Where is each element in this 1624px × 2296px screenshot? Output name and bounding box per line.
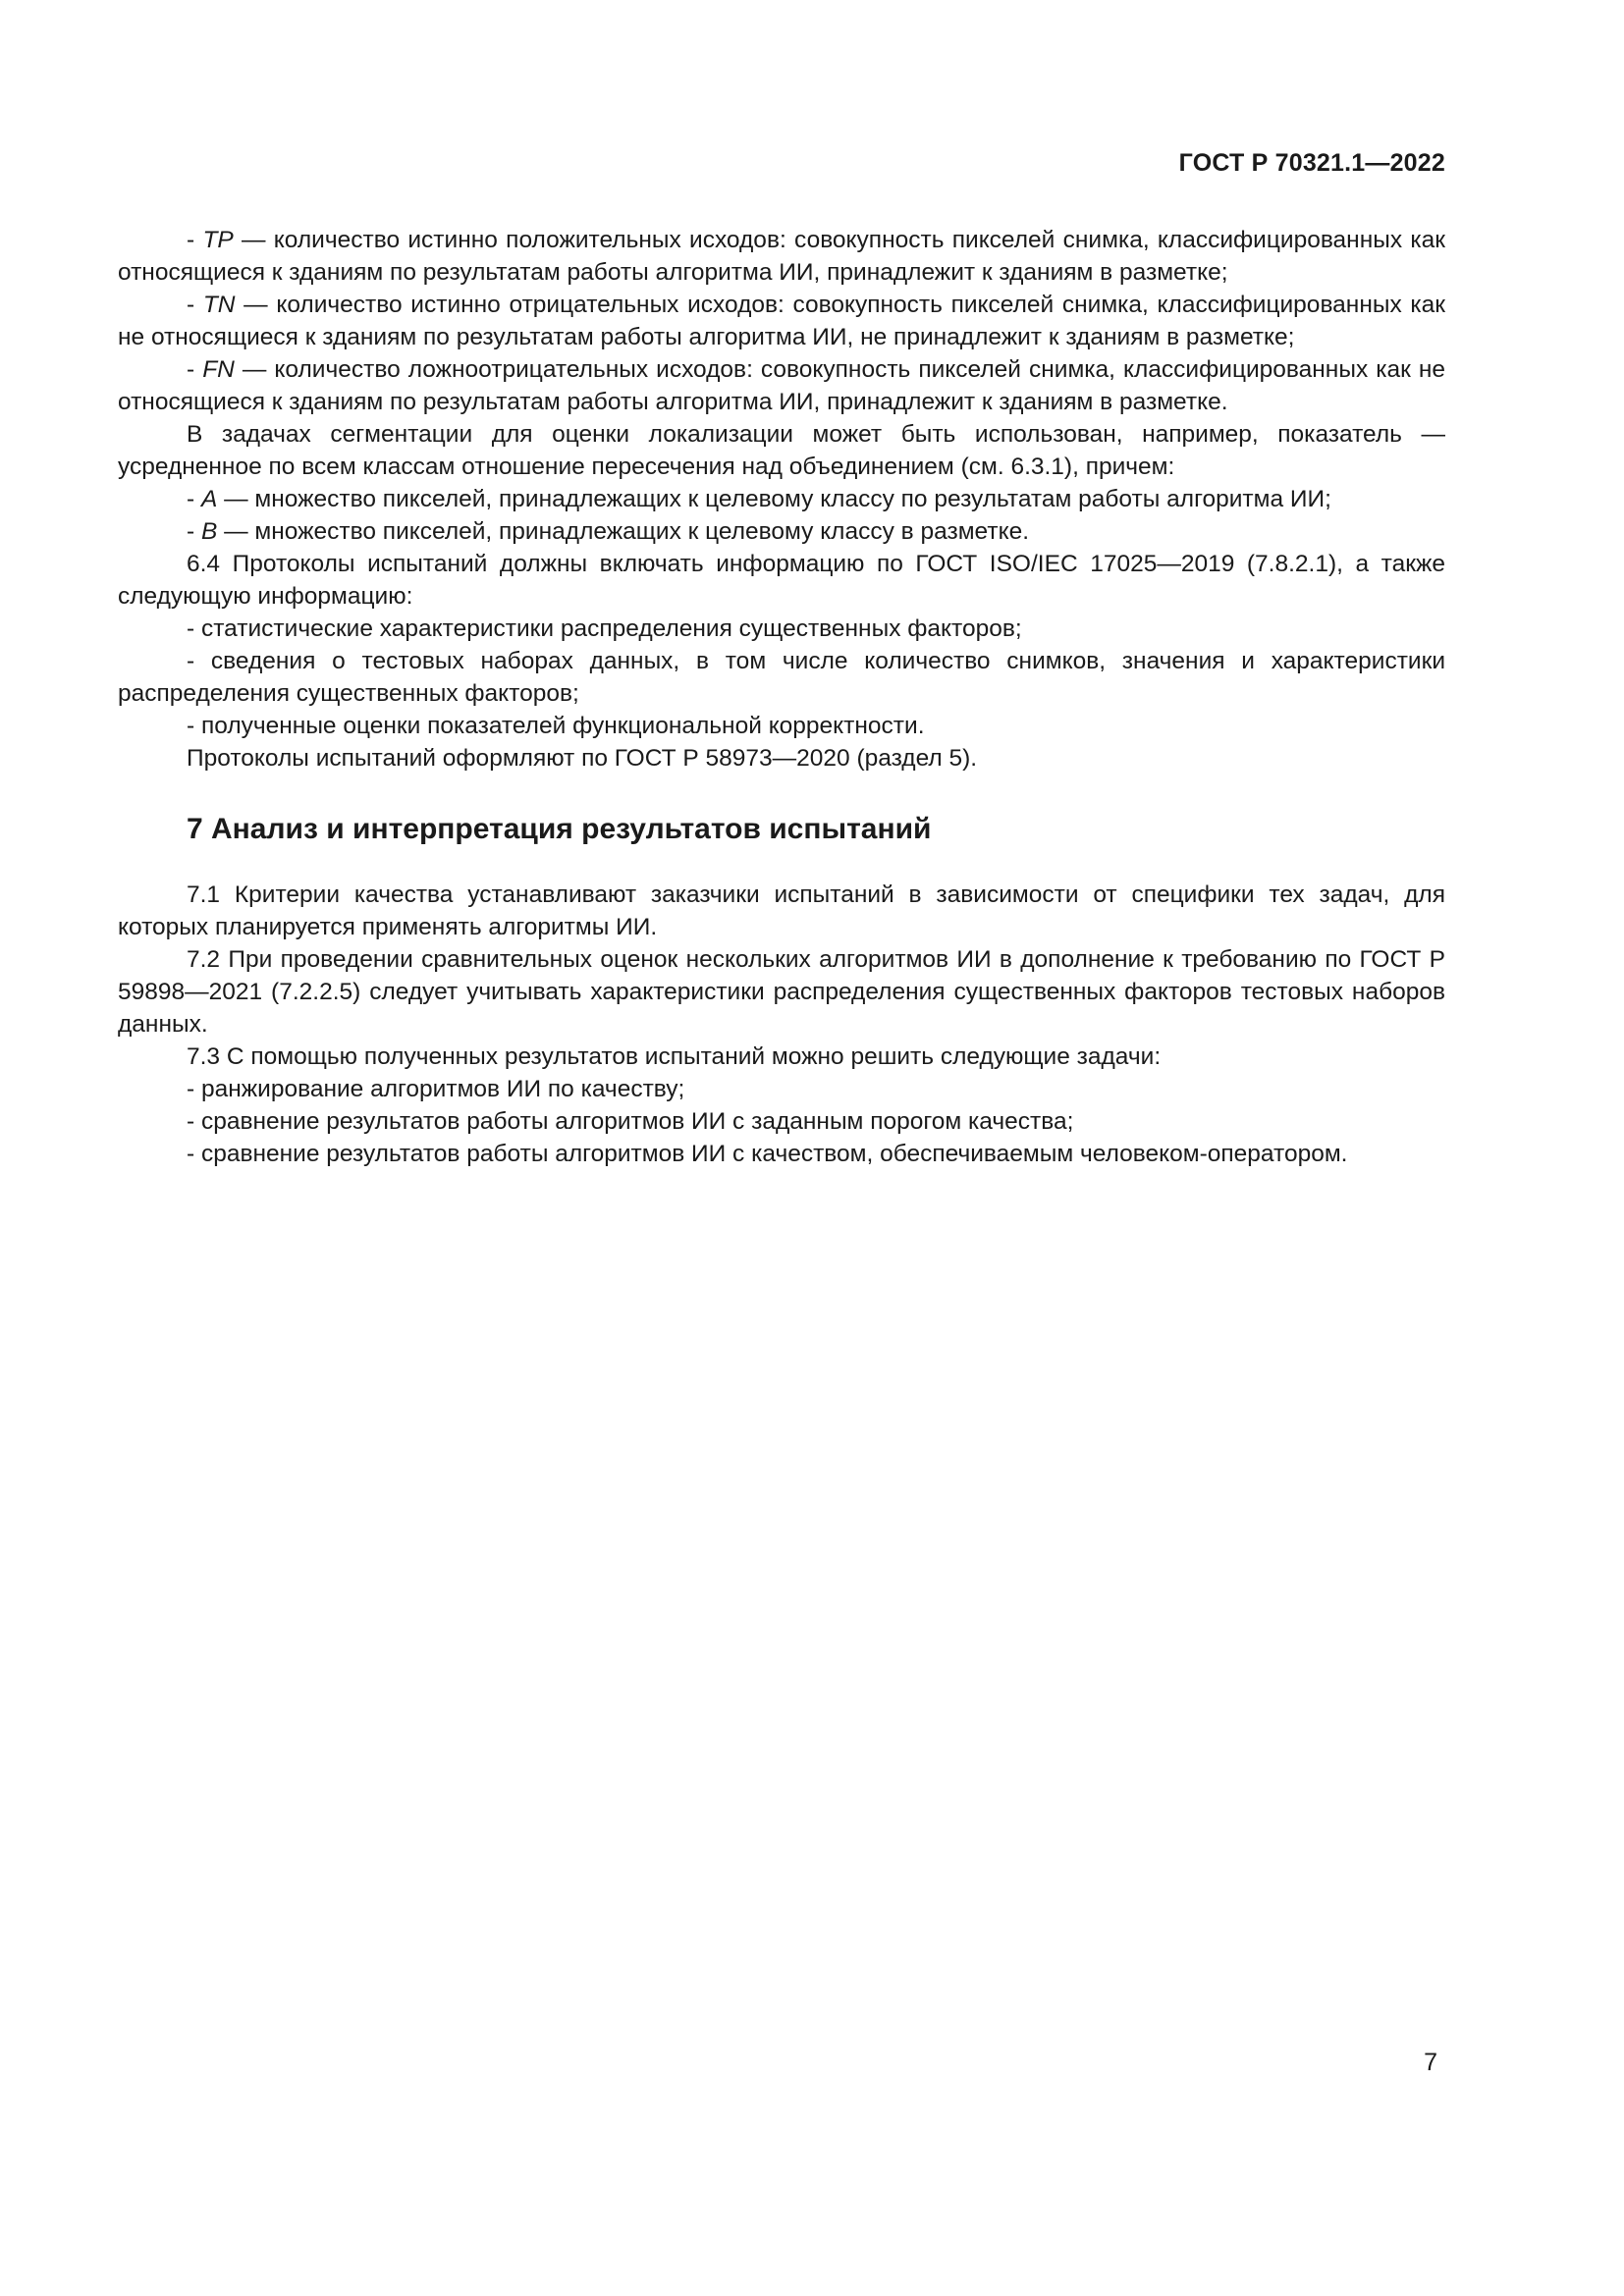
list-item: - ранжирование алгоритмов ИИ по качеству;: [187, 1076, 685, 1102]
list-item: - статистические характеристики распределения существенных факторов;: [187, 615, 1022, 642]
paragraph-7-3: 7.3 С помощью полученных результатов испытаний можно решить следующие задачи:: [187, 1043, 1162, 1070]
term-b: B: [200, 518, 218, 545]
protocols-note: Протоколы испытаний оформляют по ГОСТ Р 58973—2020 (раздел 5).: [187, 745, 978, 772]
list-item: - полученные оценки показателей функциональной корректности.: [187, 713, 925, 739]
definition-tp: - TP — количество истинно положительных исходов: совокупность пикселей снимка, классифицированных как относящиеся к зданиям по результатам работы алгоритма ИИ, принадлежит к зданиям в разметке;: [118, 227, 1445, 286]
paragraph-7-1: 7.1 Критерии качества устанавливают заказчики испытаний в зависимости от специфики тех задач, для которых планируется применять алгоритмы ИИ.: [118, 881, 1445, 940]
list-item: - сравнение результатов работы алгоритмов ИИ с заданным порогом качества;: [187, 1108, 1074, 1135]
paragraph-7-2: 7.2 При проведении сравнительных оценок нескольких алгоритмов ИИ в дополнение к требованию по ГОСТ Р 59898—2021 (7.2.2.5) следует учитывать характеристики распределения существенных факторов тестовых наборов данных.: [118, 946, 1445, 1038]
section-7-heading: 7 Анализ и интерпретация результатов испытаний: [187, 813, 932, 845]
list-item: - сравнение результатов работы алгоритмов ИИ с качеством, обеспечиваемым человеком-оператором.: [187, 1141, 1348, 1167]
term-fn: FN: [202, 356, 235, 383]
document-body: [118, 224, 1445, 1170]
definition-tn: - TN — количество истинно отрицательных исходов: совокупность пикселей снимка, классифицированных как не относящиеся к зданиям по результатам работы алгоритма ИИ, не принадлежит к зданиям в разметке;: [118, 292, 1445, 350]
segmentation-paragraph: В задачах сегментации для оценки локализации может быть использован, например, показатель — усредненное по всем классам отношение пересечения над объединением (см. 6.3.1), причем:: [118, 421, 1445, 480]
definition-b: - B — множество пикселей, принадлежащих к целевому классу в разметке.: [187, 518, 1029, 545]
definition-a: - A — множество пикселей, принадлежащих к целевому классу по результатам работы алгоритма ИИ;: [187, 486, 1331, 512]
paragraph-6-4: 6.4 Протоколы испытаний должны включать информацию по ГОСТ ISO/IEC 17025—2019 (7.8.2.1), а также следующую информацию:: [118, 551, 1445, 610]
term-tp: TP: [202, 227, 234, 253]
list-item: - сведения о тестовых наборах данных, в том числе количество снимков, значения и характеристики распределения существенных факторов;: [118, 648, 1445, 707]
standard-id-header: ГОСТ Р 70321.1—2022: [1178, 149, 1445, 177]
page-number: 7: [1424, 2049, 1437, 2076]
definition-fn: - FN — количество ложноотрицательных исходов: совокупность пикселей снимка, классифицированных как не относящиеся к зданиям по результатам работы алгоритма ИИ, принадлежит к зданиям в разметке.: [118, 356, 1445, 415]
term-tn: TN: [202, 292, 236, 318]
term-a: A: [200, 486, 218, 512]
